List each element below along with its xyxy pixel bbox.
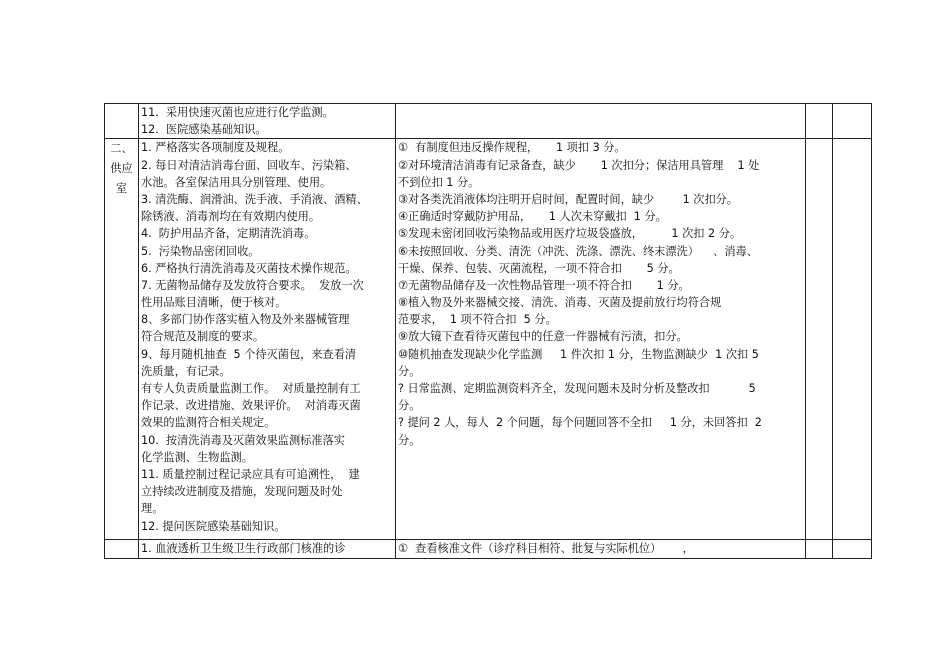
requirement-line: 1. 严格落实各项制度及规程。 xyxy=(141,141,290,155)
remark-cell xyxy=(833,139,872,540)
deductions-cell xyxy=(396,540,806,559)
assessment-table xyxy=(104,103,872,559)
requirement-line: 11. 采用快速灭菌也应进行化学监测。 xyxy=(141,106,334,119)
deduction-line: ⑥未按照回收、分类、清洗（冲洗、洗涤、漂洗、终末漂洗） 、消毒、 xyxy=(398,244,758,258)
deduction-line: ① 有制度但违反操作规程， 1 项扣 3 分。 xyxy=(398,141,626,155)
deduction-line: ① 查看核准文件（诊疗科目相符、批复与实际机位） ， xyxy=(398,542,694,556)
requirements-cell xyxy=(139,104,396,139)
deduction-line: ②对环境清洁消毒有记录备查，缺少 1 次扣分；保洁用具管理 1 处 xyxy=(398,158,760,172)
category-cell xyxy=(105,139,139,540)
deduction-line: ? 日常监测、定期监测资料齐全，发现问题未及时分析及整改扣 5 xyxy=(398,382,756,395)
table-row xyxy=(105,104,872,139)
requirement-line: 水池。各室保洁用具分别管理、使用。 xyxy=(141,175,332,189)
deduction-line: ⑦无菌物品储存及一次性物品管理一项不符合扣 1 分。 xyxy=(398,278,690,292)
category-cell xyxy=(105,540,139,559)
requirement-line: 作记录、改进措施、效果评价。 对消毒灭菌 xyxy=(141,399,361,413)
deduction-line: 干燥、保养、包装、灭菌流程，一项不符合扣 5 分。 xyxy=(398,261,680,275)
requirement-line: 8、多部门协作落实植入物及外来器械管理 xyxy=(141,313,350,327)
deductions-cell xyxy=(396,139,806,540)
requirement-line: 3. 清洗酶、润滑油、洗手液、手消液、酒精、 xyxy=(141,192,368,206)
category-cell xyxy=(105,104,139,139)
remark-cell xyxy=(833,540,872,559)
requirement-line: 洗质量，有记录。 xyxy=(141,364,231,378)
deduction-line: ⑧植入物及外来器械交接、清洗、消毒、灭菌及提前放行均符合规 xyxy=(398,296,722,310)
deduction-line: ⑨放大镜下查看待灭菌包中的任意一件器械有污渍，扣分。 xyxy=(398,330,688,344)
score-cell xyxy=(806,104,833,139)
score-cell xyxy=(806,540,833,559)
requirement-line: 7. 无菌物品储存及发放符合要求。 发放一次 xyxy=(141,278,364,292)
requirement-line: 除锈液、消毒剂均在有效期内使用。 xyxy=(141,210,321,224)
requirement-line: 1. 血液透析卫生级卫生行政部门核准的诊 xyxy=(141,542,346,556)
deduction-line: ⑩随机抽查发现缺少化学监测 1 件次扣 1 分，生物监测缺少 1 次扣 5 xyxy=(398,347,759,361)
requirement-line: 12. 医院感染基础知识。 xyxy=(141,123,267,137)
deduction-line: 范要求， 1 项不符合扣 5 分。 xyxy=(398,313,557,327)
requirement-line: 符合规范及制度的要求。 xyxy=(141,330,265,344)
requirement-line: 5. 污染物品密闭回收。 xyxy=(141,244,260,258)
deduction-line: ④正确适时穿戴防护用品， 1 人次未穿戴扣 1 分。 xyxy=(398,210,667,224)
table-row xyxy=(105,139,872,540)
table-row xyxy=(105,540,872,559)
remark-cell xyxy=(833,104,872,139)
requirement-line: 4. 防护用品齐备，定期清洗消毒。 xyxy=(141,227,316,241)
requirements-cell xyxy=(139,139,396,540)
requirement-line: 11. 质量控制过程记录应具有可追溯性， 建 xyxy=(141,467,360,481)
deduction-line: 分。 xyxy=(398,364,421,378)
deductions-cell xyxy=(396,104,806,139)
score-cell xyxy=(806,139,833,540)
requirement-line: 化学监测、生物监测。 xyxy=(141,450,253,464)
category-number: 二、 xyxy=(110,142,133,156)
deduction-line: ? 提问 2 人，每人 2 个问题，每个问题回答不全扣 1 分，未回答扣 2 xyxy=(398,416,762,430)
deduction-line: ⑤发现未密闭回收污染物品或用医疗垃圾袋盛放， 1 次扣 2 分。 xyxy=(398,227,742,241)
requirement-line: 有专人负责质量监测工作。 对质量控制有工 xyxy=(141,382,361,395)
requirement-line: 性用品账目清晰，便于核对。 xyxy=(141,296,287,310)
deduction-line: 不到位扣 1 分。 xyxy=(398,175,480,189)
requirement-line: 9、每月随机抽查 5 个待灭菌包，来查看清 xyxy=(141,347,357,361)
deduction-line: ③对各类洗消液体均注明开启时间，配置时间，缺少 1 次扣分。 xyxy=(398,192,739,206)
requirements-cell xyxy=(139,540,396,559)
deduction-line: 分。 xyxy=(398,399,421,413)
category-name: 供应室 xyxy=(110,162,133,196)
requirement-line: 6. 严格执行清洗消毒及灭菌技术操作规范。 xyxy=(141,261,357,275)
requirement-line: 立持续改进制度及措施，发现问题及时处 xyxy=(141,485,343,499)
requirement-line: 2. 每日对清洁消毒台面、回收车、污染箱、 xyxy=(141,158,357,172)
requirement-line: 效果的监测符合相关规定。 xyxy=(141,416,276,430)
requirement-line: 10. 按清洗消毒及灭菌效果监测标准落实 xyxy=(141,433,345,447)
requirement-line: 理。 xyxy=(141,502,164,516)
requirement-line: 12. 提问医院感染基础知识。 xyxy=(141,519,286,533)
deduction-line: 分。 xyxy=(398,433,421,447)
